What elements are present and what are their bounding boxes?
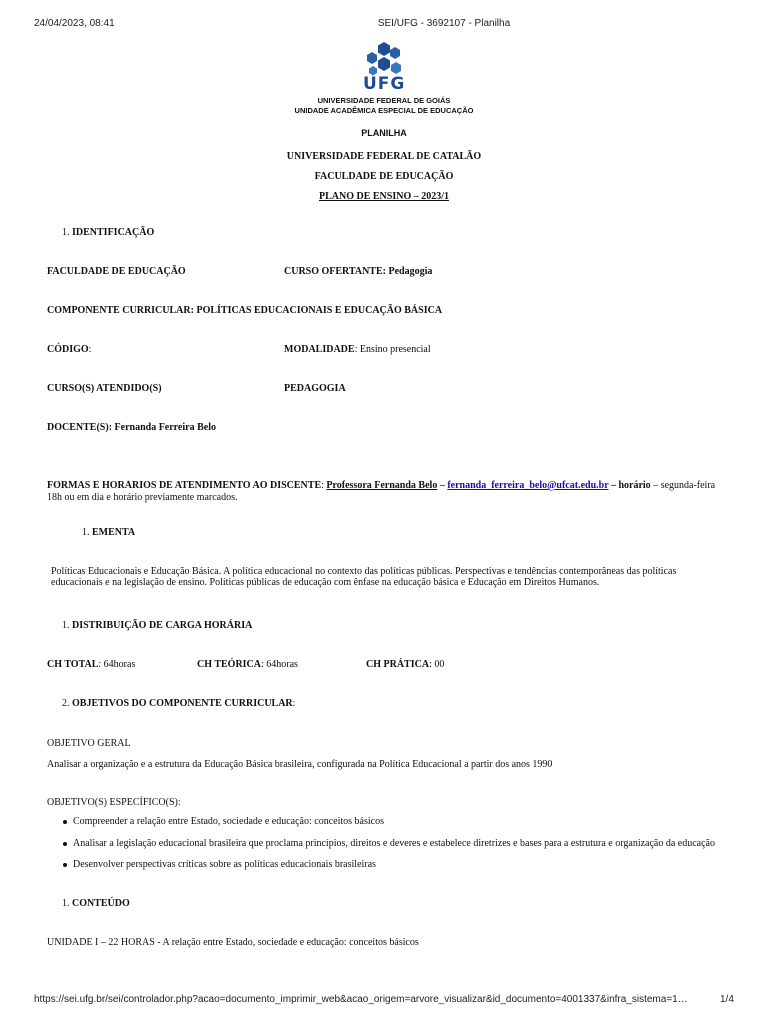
component-value: : POLÍTICAS EDUCACIONAIS E EDUCAÇÃO BÁSICA xyxy=(190,305,443,316)
section-title-suffix: : xyxy=(292,698,296,709)
section-heading-conteudo xyxy=(62,898,130,909)
courses-served-label: CURSO(S) ATENDIDO(S) xyxy=(47,383,162,394)
hours-colon: : xyxy=(321,480,327,491)
section-heading-ementa xyxy=(82,527,135,538)
teacher-field xyxy=(47,422,216,433)
ufg-logo-text: UFG xyxy=(363,74,406,94)
teacher-label: DOCENTE(S) xyxy=(47,422,109,433)
list-item: Compreender a relação entre Estado, sociedade e educação: conceitos básicos xyxy=(73,816,384,827)
courses-served-value: PEDAGOGIA xyxy=(284,383,346,394)
course-value: : Pedagogia xyxy=(382,266,433,277)
ementa-line1: Políticas Educacionais e Educação Básica. A política educacional no contexto das políticas públicas. Perspectivas e tendências contemporâneas das políticas xyxy=(51,566,677,577)
code-label: CÓDIGO xyxy=(47,344,89,355)
institution-line1: UNIVERSIDADE FEDERAL DE GOIÁS xyxy=(317,96,451,105)
unit-1: UNIDADE I – 22 HORAS - A relação entre Estado, sociedade e educação: conceitos básicos xyxy=(47,937,419,948)
list-item: Analisar a legislação educacional brasileira que proclama princípios, direitos e deveres e estabelece diretrizes e bases para a estrutura e organização da educação xyxy=(73,838,715,849)
modality-field xyxy=(284,344,431,355)
title-faculty: FACULDADE DE EDUCAÇÃO xyxy=(314,171,454,182)
ch-total xyxy=(47,659,135,670)
separator: – xyxy=(608,480,619,491)
modality-value: : Ensino presencial xyxy=(354,344,431,355)
section-number: 1. xyxy=(62,898,70,909)
hours-label: FORMAS E HORÁRIOS DE ATENDIMENTO AO DISCENTE xyxy=(47,480,322,491)
print-title: SEI/UFG - 3692107 - Planilha xyxy=(377,18,511,29)
ch-theory-label: CH TEÓRICA xyxy=(197,659,261,670)
title-plan: PLANO DE ENSINO – 2023/1 xyxy=(318,191,449,202)
email-link[interactable]: fernanda_ferreira_belo@ufcat.edu.br xyxy=(447,480,609,491)
course-label: CURSO OFERTANTE xyxy=(284,266,383,277)
teacher-value: : Fernanda Ferreira Belo xyxy=(108,422,216,433)
modality-label: MODALIDADE xyxy=(284,344,355,355)
specific-objectives-label: OBJETIVO(S) ESPECÍFICO(S): xyxy=(47,797,181,808)
schedule-rest: – segunda-feira xyxy=(650,480,716,491)
bullet-icon xyxy=(63,820,67,824)
service-hours xyxy=(47,480,734,491)
institution-line2: UNIDADE ACADÊMICA ESPECIAL DE EDUCAÇÃO xyxy=(294,106,474,115)
ementa-line2: educacionais e na legislação de ensino. Políticas públicas de educação com ênfase na educação básica e Educação em Direitos Humanos. xyxy=(51,577,600,588)
general-objective-label: OBJETIVO GERAL xyxy=(47,738,131,749)
section-heading-objetivos xyxy=(62,698,295,709)
general-objective-text: Analisar a organização e a estrutura da Educação Básica brasileira, configurada na Política Educacional a partir dos anos 1990 xyxy=(47,759,553,770)
ch-theory xyxy=(197,659,298,670)
page-number: 1/4 xyxy=(720,994,734,1005)
curricular-component xyxy=(47,305,442,316)
section-title: EMENTA xyxy=(92,527,136,538)
list-item: Desenvolver perspectivas críticas sobre as políticas educacionais brasileiras xyxy=(73,859,376,870)
code-value: : xyxy=(88,344,92,355)
title-university: UNIVERSIDADE FEDERAL DE CATALÃO xyxy=(286,151,482,162)
professor-name: Professora Fernanda Belo xyxy=(326,480,438,491)
section-title: IDENTIFICAÇÃO xyxy=(72,227,155,238)
ch-total-value: : 64horas xyxy=(98,659,136,670)
section-title: OBJETIVOS DO COMPONENTE CURRICULAR xyxy=(72,698,293,709)
doc-type: PLANILHA xyxy=(361,128,407,138)
section-number: 1. xyxy=(62,620,70,631)
bullet-icon xyxy=(63,842,67,846)
schedule-label: horário xyxy=(618,480,651,491)
section-title: DISTRIBUIÇÃO DE CARGA HORÁRIA xyxy=(72,620,253,631)
faculty-label: FACULDADE DE EDUCAÇÃO xyxy=(47,266,186,277)
section-heading-identificacao xyxy=(62,227,154,238)
print-datetime: 24/04/2023, 08:41 xyxy=(34,18,115,29)
schedule-line2: 18h ou em dia e horário previamente marcados. xyxy=(47,492,238,503)
print-url: https://sei.ufg.br/sei/controlador.php?acao=documento_imprimir_web&acao_origem=arvore_visualizar&id_documento=4001337&infra_sistema=1… xyxy=(34,994,688,1005)
ch-practice-label: CH PRÁTICA xyxy=(366,659,430,670)
component-label: COMPONENTE CURRICULAR xyxy=(47,305,191,316)
section-number: 1. xyxy=(82,527,90,538)
ch-theory-value: : 64horas xyxy=(261,659,298,670)
code-field xyxy=(47,344,91,355)
section-number: 1. xyxy=(62,227,70,238)
ch-practice xyxy=(366,659,444,670)
ufg-logo xyxy=(362,40,408,96)
ch-practice-value: : 00 xyxy=(429,659,445,670)
course-offering xyxy=(284,266,432,277)
section-number: 2. xyxy=(62,698,70,709)
ch-total-label: CH TOTAL xyxy=(47,659,99,670)
section-heading-carga xyxy=(62,620,252,631)
bullet-icon xyxy=(63,863,67,867)
section-title: CONTEÚDO xyxy=(72,898,130,909)
separator: – xyxy=(437,480,448,491)
